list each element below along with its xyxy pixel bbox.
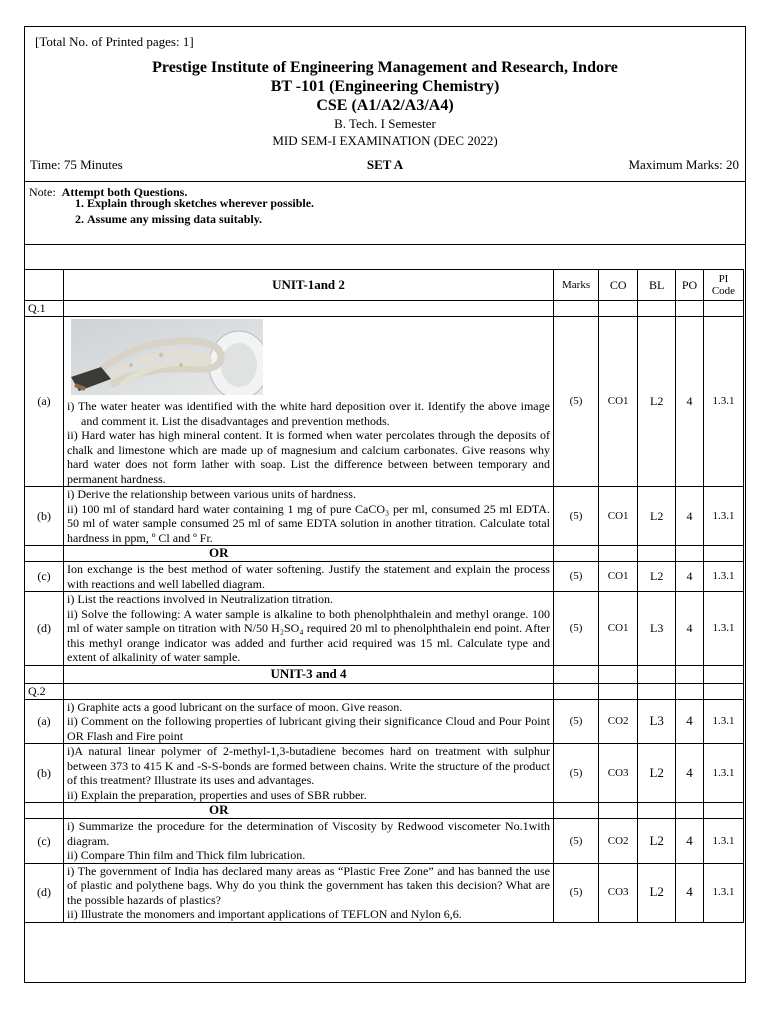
question-line: ii) Illustrate the monomers and important applications of TEFLON and Nylon 6,6.: [67, 907, 462, 921]
po: 4: [676, 562, 704, 592]
co: CO2: [599, 819, 638, 864]
marks: (5): [553, 863, 598, 922]
marks: (5): [553, 699, 598, 744]
question-line: i) The water heater was identified with the white hard deposition over it. Identify the above image and comment it. List the disadvantages and prevention methods.: [67, 399, 550, 428]
bl: L2: [638, 562, 676, 592]
table-row: [25, 487, 744, 546]
pi-code: 1.3.1: [703, 317, 743, 487]
question-line: i) Summarize the procedure for the determination of Viscosity by Redwood viscometer No.1with diagram.: [67, 819, 550, 848]
marks: (5): [553, 744, 598, 803]
bl: L3: [638, 592, 676, 666]
question-line: i) The government of India has declared many areas as “Plastic Free Zone” and has banned the use of plastic and polythene bags. Why do you think the government has taken this decision? What are the possible hazards of plastics?: [67, 863, 550, 907]
co: CO1: [599, 487, 638, 546]
note-title: Attempt both Questions.: [61, 185, 188, 199]
unit-row: [25, 665, 744, 683]
table-row: [25, 819, 744, 864]
question-label-row: [25, 683, 744, 699]
po: 4: [676, 592, 704, 666]
semester: B. Tech. I Semester: [334, 116, 436, 131]
pi-code: 1.3.1: [703, 699, 743, 744]
sub-question-label: (b): [25, 487, 64, 546]
or-row: [25, 546, 744, 562]
or-label: OR: [64, 546, 554, 562]
bl: L2: [638, 487, 676, 546]
pi-code: 1.3.1: [703, 744, 743, 803]
question-table: [24, 269, 744, 923]
marks-header: Marks: [553, 270, 598, 301]
sub-question-label: (d): [25, 592, 64, 666]
printed-pages: [Total No. of Printed pages: 1]: [35, 34, 194, 49]
question-text: [64, 699, 554, 744]
bl: L3: [638, 699, 676, 744]
sub-question-label: (d): [25, 863, 64, 922]
po: 4: [676, 487, 704, 546]
question-line: ii) Solve the following: A water sample is alkaline to both phenolphthalein and methyl orange. 100 ml of water sample on titration with N/50 H₂SO₄ required 20 ml to phenolphthalein end point. After this methyl orange indicator was added and further acid required was 15 ml. Calculate type and extent of alkalinity of water sample.: [67, 606, 550, 664]
bl: L2: [638, 744, 676, 803]
institute-name: Prestige Institute of Engineering Management and Research, Indore: [152, 59, 618, 76]
question-line: ii) Hard water has high mineral content. It is formed when water percolates through the deposits of chalk and limestone which are made up of magnesium and calcium carbonates. Give reasons why hard water does not form lather with soap. List the difference between between temporary and permanent hardness.: [67, 428, 550, 486]
po: 4: [676, 317, 704, 487]
unit-heading: UNIT-3 and 4: [64, 665, 554, 683]
bl: L2: [638, 863, 676, 922]
co: CO1: [599, 562, 638, 592]
sub-question-label: (c): [25, 562, 64, 592]
question-text: [64, 487, 554, 546]
maximum-marks: Maximum Marks: 20: [628, 157, 739, 172]
course-title: BT -101 (Engineering Chemistry): [270, 78, 500, 95]
po: 4: [676, 819, 704, 864]
marks: (5): [553, 819, 598, 864]
po: 4: [676, 699, 704, 744]
time-allowed: Time: 75 Minutes: [30, 157, 123, 172]
question-number: Q.1: [25, 301, 64, 317]
note-list: [75, 195, 314, 227]
co: CO1: [599, 592, 638, 666]
question-text: [64, 744, 554, 803]
marks: (5): [553, 562, 598, 592]
pi-code: 1.3.1: [703, 819, 743, 864]
bl: L2: [638, 317, 676, 487]
set-label: SET A: [366, 157, 404, 172]
question-line: ii) Comment on the following properties of lubricant giving their significance Cloud and Pour Point OR Flash and Fire point: [67, 714, 550, 743]
sub-question-label: (b): [25, 744, 64, 803]
question-line: i) Derive the relationship between various units of hardness.: [67, 487, 356, 501]
question-line: i) List the reactions involved in Neutralization titration.: [67, 592, 333, 606]
water-heater-image: [71, 319, 263, 395]
sub-question-label: (a): [25, 317, 64, 487]
pi-code: 1.3.1: [703, 863, 743, 922]
or-label: OR: [64, 803, 554, 819]
note-item: 2. Assume any missing data suitably.: [87, 211, 314, 227]
exam-name: MID SEM-I EXAMINATION (DEC 2022): [272, 133, 498, 148]
question-text: [64, 317, 554, 487]
question-line: ii) Explain the preparation, properties and uses of SBR rubber.: [67, 787, 367, 802]
po: 4: [676, 744, 704, 803]
table-header-row: [25, 270, 744, 301]
note-label: Note:: [29, 185, 56, 199]
po: 4: [676, 863, 704, 922]
note-item: 1. Explain through sketches wherever possible.: [87, 195, 314, 211]
sub-question-label: (c): [25, 819, 64, 864]
marks: (5): [553, 317, 598, 487]
bl: L2: [638, 819, 676, 864]
co-header: CO: [599, 270, 638, 301]
table-row: [25, 744, 744, 803]
table-row: [25, 317, 744, 487]
instructions-note: [25, 182, 745, 245]
question-text: [64, 819, 554, 864]
question-line: Ion exchange is the best method of water softening. Justify the statement and explain the process with reactions and well labelled diagram.: [67, 562, 550, 591]
pi-code: 1.3.1: [703, 592, 743, 666]
sub-question-label: (a): [25, 699, 64, 744]
question-line: i)A natural linear polymer of 2-methyl-1,3-butadiene becomes hard on treatment with sulphur between 373 to 415 K and -S-S-bonds are formed between chains. Write the structure of the product of this treatment? Illustrate its uses and advantages.: [67, 744, 550, 787]
question-number: Q.2: [25, 683, 64, 699]
question-text: [64, 592, 554, 666]
paper-header: [25, 27, 745, 182]
pi-header: PI Code: [703, 270, 743, 301]
or-row: [25, 803, 744, 819]
table-row: [25, 592, 744, 666]
question-text: [64, 863, 554, 922]
bl-header: BL: [638, 270, 676, 301]
pi-code: 1.3.1: [703, 487, 743, 546]
question-line: i) Graphite acts a good lubricant on the surface of moon. Give reason.: [67, 699, 403, 714]
po-header: PO: [676, 270, 704, 301]
exam-paper: [24, 26, 746, 983]
unit-heading: UNIT-1and 2: [64, 270, 554, 301]
pi-code: 1.3.1: [703, 562, 743, 592]
co: CO2: [599, 699, 638, 744]
question-text: [64, 562, 554, 592]
co: CO3: [599, 863, 638, 922]
branch: CSE (A1/A2/A3/A4): [316, 97, 454, 114]
question-line: ii) 100 ml of standard hard water containing 1 mg of pure CaCO₃ per ml, consumed 25 ml EDTA. 50 ml of water sample consumed 25 ml of same EDTA solution in another titration. Calculate total hardness in ppm, º Cl and º Fr.: [67, 501, 550, 545]
question-label-row: [25, 301, 744, 317]
co: CO3: [599, 744, 638, 803]
marks: (5): [553, 592, 598, 666]
table-row: [25, 863, 744, 922]
marks: (5): [553, 487, 598, 546]
co: CO1: [599, 317, 638, 487]
table-row: [25, 699, 744, 744]
question-line: ii) Compare Thin film and Thick film lubrication.: [67, 848, 306, 862]
table-row: [25, 562, 744, 592]
